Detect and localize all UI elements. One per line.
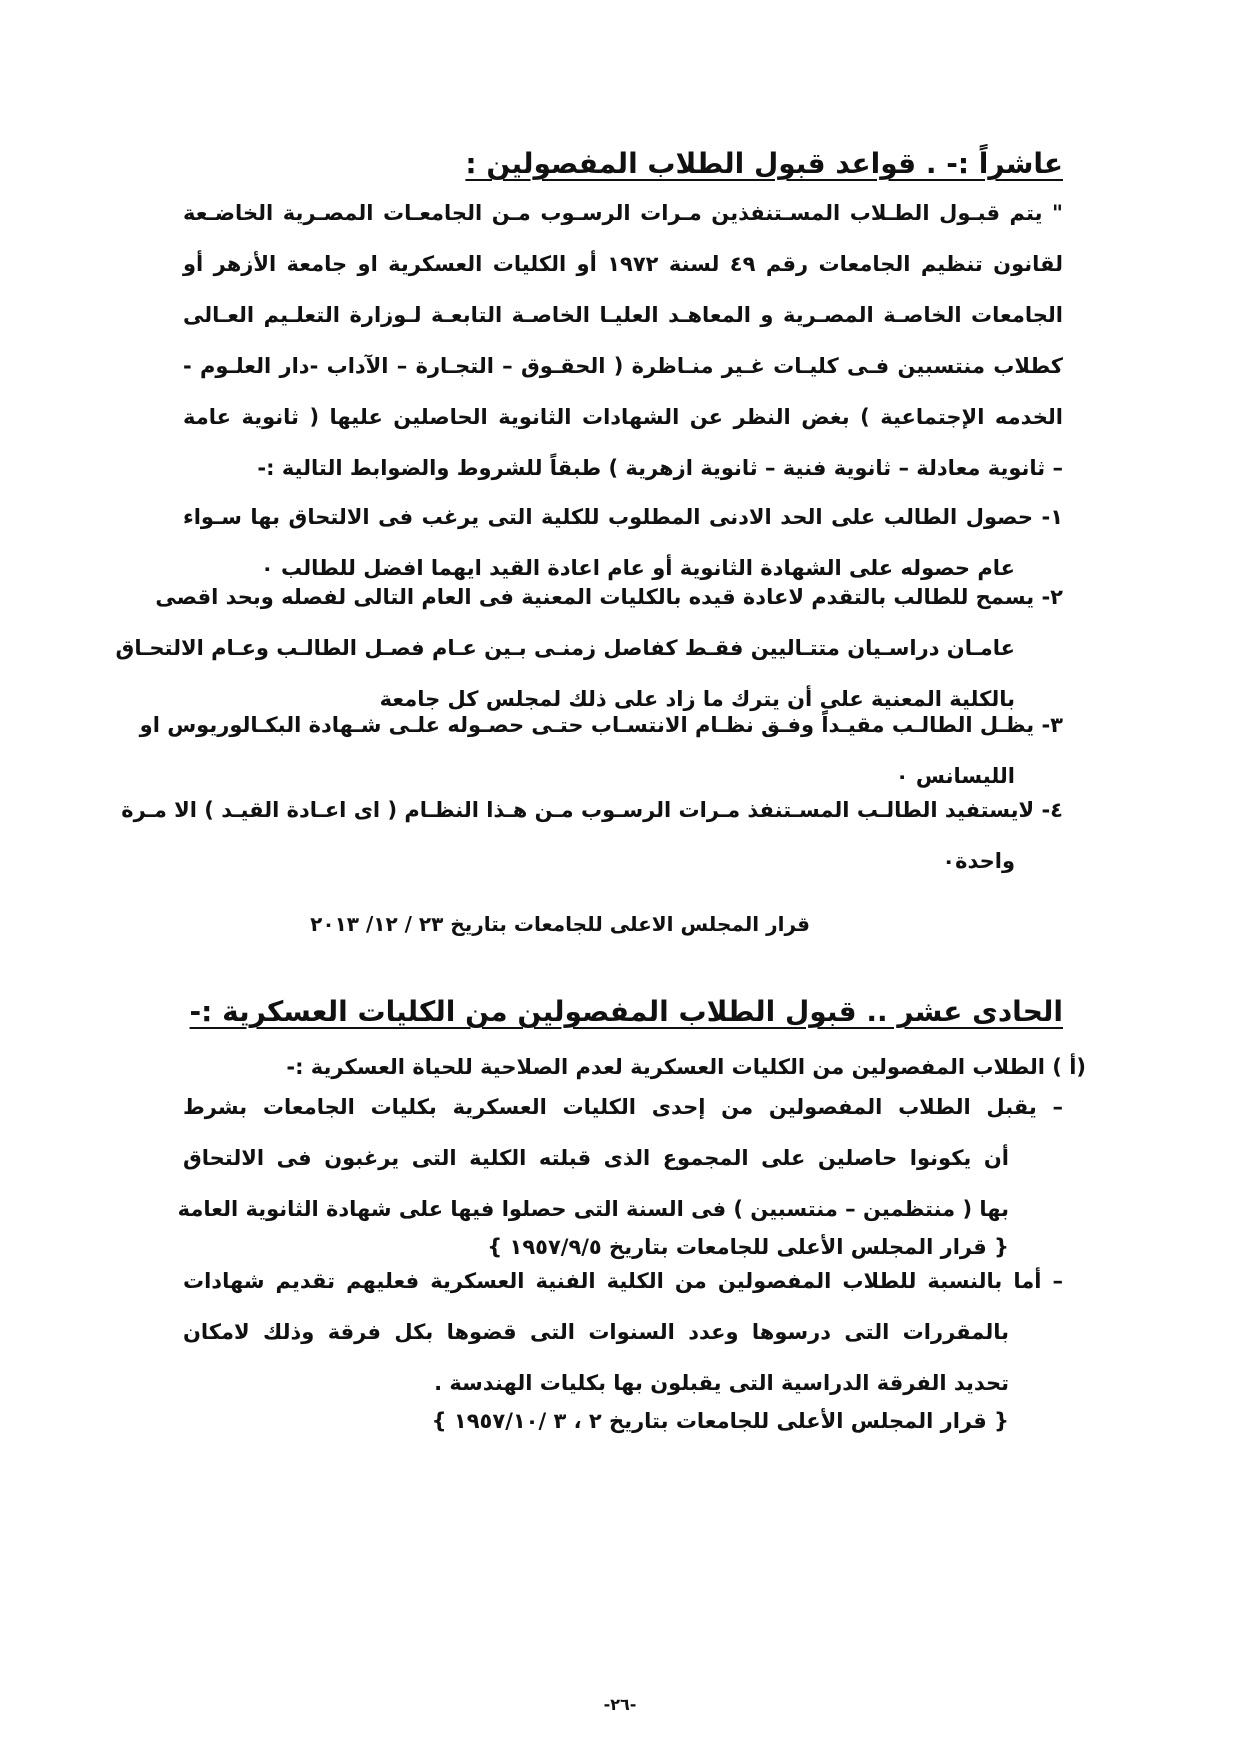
item-1-text-1: حصول الطالب على الحد الادنى المطلوب للكلية التى يرغب فى الالتحاق بها سـواء — [183, 505, 1033, 529]
bullet-1-line-3: بها ( منتظمين – منتسبين ) فى السنة التى حصلوا فيها على شهادة الثانوية العامة — [177, 1197, 1009, 1221]
item-4-line-1 — [121, 785, 1063, 836]
intro-line-5: الخدمه الإجتماعية ) بغض النظر عن الشهادات الثانوية الحاصلين عليها ( ثانوية عامة — [183, 405, 1063, 429]
section-10-decree: قرار المجلس الاعلى للجامعات بتاريخ ٢٣ / ١٢/ ٢٠١٣ — [310, 912, 810, 936]
item-2-line-1 — [155, 572, 1063, 623]
bullet-1-decree: { قرار المجلس الأعلى للجامعات بتاريخ ١٩٥٧/٩/٥ } — [487, 1235, 1009, 1259]
section-11-subheading: (أ ) الطلاب المفصولين من الكليات العسكرية لعدم الصلاحية للحياة العسكرية :- — [286, 1055, 1086, 1079]
intro-line-1: " يتم قبـول الطـلاب المسـتنفذين مـرات الرسـوب مـن الجامعـات المصـرية الخاضـعة — [183, 201, 1063, 225]
section-10-intro — [183, 188, 1063, 494]
bullet-2-line-2: بالمقررات التى درسوها وعدد السنوات التى قضوها بكل فرقة وذلك لامكان — [183, 1320, 1009, 1344]
bullet-2-text-1: أما بالنسبة للطلاب المفصولين من الكلية الفنية العسكرية فعليهم تقديم شهادات — [183, 1269, 1042, 1293]
item-2-text-1: يسمح للطالب بالتقدم لاعادة قيده بالكليات المعنية فى العام التالى لفصله وبحد اقصى — [155, 585, 1035, 609]
bullet-1-text-1: يقبل الطلاب المفصولين من إحدى الكليات العسكرية بكليات الجامعات بشرط — [183, 1095, 1037, 1119]
bullet-1-line-1 — [183, 1082, 1063, 1133]
section-10-heading — [183, 142, 1063, 186]
item-4-line-2: واحدة٠ — [942, 849, 1015, 873]
item-2-line-3: بالكلية المعنية على أن يترك ما زاد على ذلك لمجلس كل جامعة — [379, 687, 1015, 711]
section-10-heading-text: عاشراً :- . قواعد قبول الطلاب المفصولين : — [465, 147, 1063, 180]
section-10-item-4 — [121, 785, 1063, 887]
section-11-bullet-1 — [177, 1082, 1063, 1260]
item-4-number: ٤- — [1041, 798, 1063, 822]
item-2-line-2: عامـان دراسـيان متتـاليين فقـط كفاصل زمنـى بـين عـام فصـل الطالـب وعـام الالتحـاق — [115, 636, 1015, 660]
bullet-2-line-3: تحديد الفرقة الدراسية التى يقبلون بها بكليات الهندسة . — [434, 1371, 1009, 1395]
section-11-bullet-2 — [183, 1256, 1063, 1434]
bullet-1-dash: – — [1052, 1095, 1063, 1119]
bullet-1-line-2: أن يكونوا حاصلين على المجموع الذى قبلته الكلية التى يرغبون فى الالتحاق — [183, 1146, 1009, 1170]
item-4-text-1: لايستفيد الطالـب المسـتنفذ مـرات الرسـوب مـن هـذا النظـام ( اى اعـادة القيـد ) الا مـرة — [121, 798, 1035, 822]
bullet-2-line-1 — [183, 1256, 1063, 1307]
intro-line-2: لقانون تنظيم الجامعات رقم ٤٩ لسنة ١٩٧٢ أو الكليات العسكرية او جامعة الأزهر أو — [183, 252, 1064, 276]
page-number: -٢٦- — [603, 1695, 637, 1714]
intro-line-6: – ثانوية معادلة – ثانوية فنية – ثانوية ازهرية ) طبقاً للشروط والضوابط التالية :- — [257, 456, 1063, 480]
bullet-2-dash: – — [1052, 1269, 1063, 1293]
item-1-number: ١- — [1041, 505, 1064, 529]
item-1-line-2: عام حصوله على الشهادة الثانوية أو عام اعادة القيد ايهما افضل للطالب ٠ — [260, 556, 1015, 580]
item-2-number: ٢- — [1041, 585, 1063, 609]
intro-line-4: كطلاب منتسبين فـى كليـات غـير منـاظرة ( الحقـوق – التجـارة – الآداب -دار العلـوم - — [183, 354, 1063, 378]
intro-line-3: الجامعات الخاصـة المصـرية و المعاهـد العليـا الخاصـة التابعـة لـوزارة التعلـيم العـالى — [183, 303, 1063, 327]
item-1-line-1 — [183, 492, 1063, 543]
item-3-number: ٣- — [1041, 713, 1063, 737]
item-3-text-1: يظـل الطالـب مقيـداً وفـق نظـام الانتسـاب حتـى حصـوله علـى شـهادة البكـالوريوس او — [139, 713, 1035, 737]
section-11-heading — [183, 990, 1063, 1034]
bullet-2-decree: { قرار المجلس الأعلى للجامعات بتاريخ ٢ ، ٣ /١٩٥٧/١٠ } — [431, 1409, 1009, 1433]
section-11-heading-text: الحادى عشر .. قبول الطلاب المفصولين من الكليات العسكرية :- — [189, 995, 1063, 1028]
item-3-line-2: الليسانس ٠ — [895, 764, 1015, 788]
item-3-line-1 — [139, 700, 1063, 751]
